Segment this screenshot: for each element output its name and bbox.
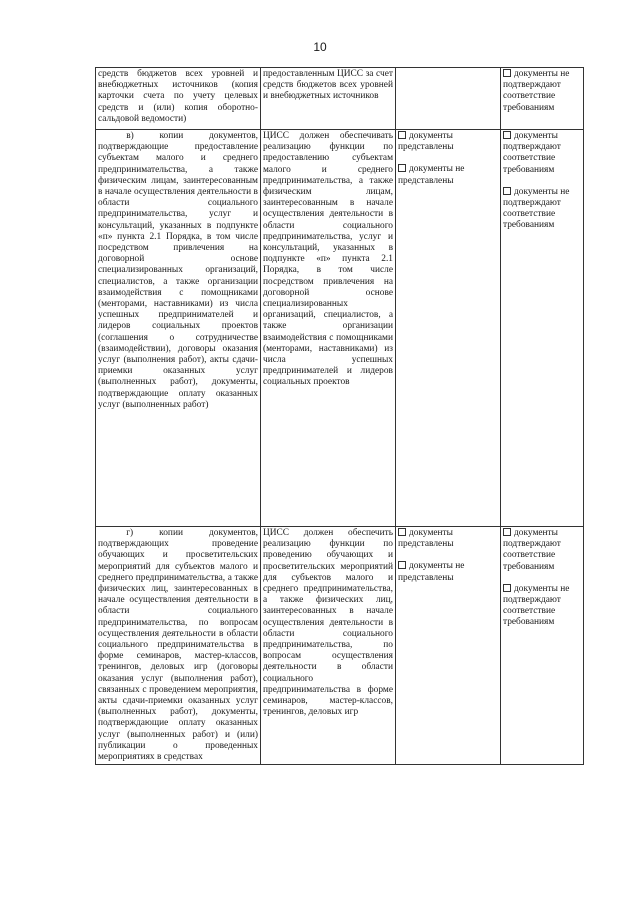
checkbox[interactable] xyxy=(398,561,406,569)
document-description: средств бюджетов всех уровней и внебюджетных источников (копия карточки счета по учету целевых средств и (или) копия оборотно-сальдовой ведомости) xyxy=(96,68,261,130)
option-compliant: документы подтверждают соответствие требованиям xyxy=(503,131,561,175)
option-not-presented: документы не представлены xyxy=(398,561,465,583)
table-row xyxy=(96,130,584,527)
compliance-cell xyxy=(501,130,584,527)
requirement-text: предоставленным ЦИСС за счет средств бюджетов всех уровней и внебюджетных источников xyxy=(261,68,396,130)
compliance-cell xyxy=(501,68,584,130)
documents-table xyxy=(95,67,584,765)
option-compliant: документы подтверждают соответствие требованиям xyxy=(503,528,561,572)
checkbox[interactable] xyxy=(503,69,511,77)
option-not-compliant: документы не подтверждают соответствие требованиям xyxy=(503,69,570,113)
presence-cell xyxy=(396,130,501,527)
presence-cell xyxy=(396,527,501,765)
requirement-text: ЦИСС должен обеспечить реализацию функции по проведению обучающих и просветительских мероприятий для субъектов малого и среднего предпринимательства, а также физических лиц, заинтересованных в начале осуществления деятельности в области социального предпринимательства, по вопросам осуществления деятельности в области социального предпринимательства в форме семинаров, мастер-классов, тренингов, деловых игр xyxy=(261,527,396,765)
document-description: в) копии документов, подтверждающие предоставление субъектам малого и среднего предпринимательства, а также физическим лицам, заинтересованным в начале осуществления деятельности в области социального предпринимательства, услуг и консультаций, указанных в подпункте «п» пункта 2.1 Порядка, в том числе посредством привлечения на договорной основе специализированных организаций, специалистов, а также организации взаимодействия с помощниками (менторами, наставниками) из числа успешных предпринимателей и лидеров социальных проектов (соглашения о сотрудничестве (взаимодействии), договоры оказания услуг (выполнения работ), акты сдачи-приемки оказанных услуг (выполненных работ), документы, подтверждающие оплату оказанных услуг (выполненных работ) xyxy=(96,130,261,527)
checkbox[interactable] xyxy=(398,131,406,139)
checkbox[interactable] xyxy=(503,584,511,592)
checkbox[interactable] xyxy=(503,187,511,195)
checkbox[interactable] xyxy=(503,131,511,139)
table-row xyxy=(96,68,584,130)
option-presented: документы представлены xyxy=(398,131,454,153)
document-description: г) копии документов, подтверждающих проведение обучающих и просветительских мероприятий для субъектов малого и среднего предпринимательства, а также физических лиц, заинтересованных в начале осуществления деятельности в области социального предпринимательства, по вопросам осуществления деятельности в области социального предпринимательства в форме семинаров, мастер-классов, тренингов, деловых игр (договоры оказания услуг (выполнения работ), связанных с проведением мероприятия, акты сдачи-приемки оказанных услуг (выполненных работ), документы, подтверждающие оплату оказанных услуг (выполненных работ) и (или) публикации о проведенных мероприятиях в средствах xyxy=(96,527,261,765)
requirement-text: ЦИСС должен обеспечивать реализацию функции по предоставлению субъектам малого и среднего предпринимательства, а также физическим лицам, заинтересованным в начале осуществления деятельности в области социального предпринимательства, услуг и консультаций, указанных в подпункте «п» пункта 2.1 Порядка, в том числе посредством привлечения на договорной основе специализированных организаций, специалистов, а также организации взаимодействия с помощниками (менторами, наставниками) из числа успешных предпринимателей и лидеров социальных проектов xyxy=(261,130,396,527)
checkbox[interactable] xyxy=(503,528,511,536)
table-row xyxy=(96,527,584,765)
checkbox[interactable] xyxy=(398,528,406,536)
page-number: 10 xyxy=(313,40,327,54)
option-not-compliant: документы не подтверждают соответствие требованиям xyxy=(503,186,570,231)
option-presented: документы представлены xyxy=(398,528,454,550)
presence-cell xyxy=(396,68,501,130)
option-not-compliant: документы не подтверждают соответствие требованиям xyxy=(503,583,570,628)
compliance-cell xyxy=(501,527,584,765)
option-not-presented: документы не представлены xyxy=(398,164,465,186)
checkbox[interactable] xyxy=(398,164,406,172)
